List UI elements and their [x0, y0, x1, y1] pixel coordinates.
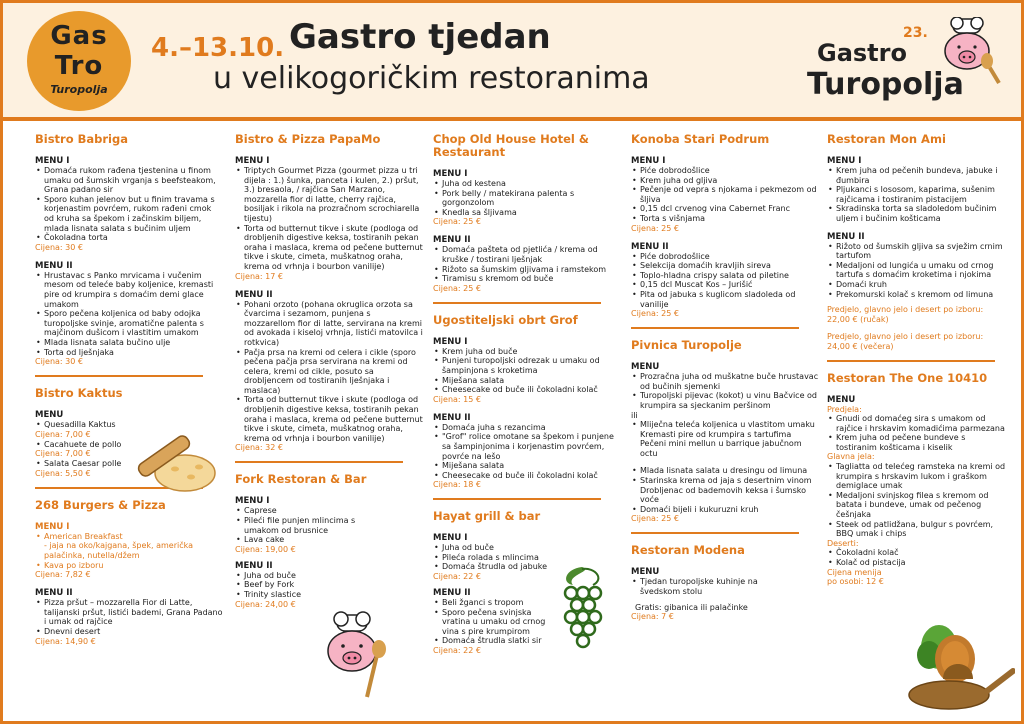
menu-item: • Prekomurski kolač s kremom od limuna [827, 290, 1007, 300]
restaurant-title: 268 Burgers & Pizza [35, 497, 166, 512]
restaurant-mon-ami [827, 133, 1007, 362]
menu-item: • Sporo kuhan jelenov but u finim travama s korjenastim povrćem, rukom rađeni cmok od kruha sa špekom i začinskim biljem, mlada lisnata salata s bučinim uljem [35, 195, 223, 233]
menu-price: Cijena: 19,00 € [235, 544, 296, 554]
menu-item: • Domaći kruh [827, 280, 1007, 290]
menu-items [235, 300, 423, 444]
menu-item: • Domaća štrudla slatki sir [433, 636, 561, 646]
restaurant-title: Bistro Babriga [35, 132, 128, 146]
menu-item: • Lava cake [235, 535, 383, 545]
menu-item: • Juha od buče [235, 571, 423, 581]
menu-items [433, 423, 621, 481]
menu-item: • Krem juha od pečenih bundeva, jabuke i đumbira [827, 166, 1007, 185]
menu-item: • Domaći bijeli i kukuruzni kruh [631, 505, 819, 515]
restaurant-fork [235, 473, 423, 609]
section-divider [433, 302, 601, 304]
restaurant-chop [433, 133, 621, 304]
menu-items [35, 561, 223, 571]
column-4 [631, 127, 819, 632]
menu-item: • Tagliatta od telećeg ramsteka na kremi od krumpira s hrskavim lukom i graškom demiglace umak [827, 462, 1007, 491]
menu-item: • Toplo-hladna crispy salata od piletine [631, 271, 819, 281]
menu-price: Cijena: 32 € [235, 443, 283, 453]
restaurant-title: Bistro Kaktus [35, 386, 123, 401]
menu-item: • Prozračna juha od muškatne buče hrustavac od bučinih sjemenki [631, 372, 819, 391]
section-divider [433, 498, 601, 500]
logo-left-line2: Tro [54, 51, 104, 81]
menu-item: • Juha od buče [433, 543, 555, 553]
menu-label: MENU I [433, 533, 468, 544]
menu-label: MENU II [235, 289, 273, 300]
menu-item: • Medaljoni od lungića u umaku od crnog tartufa s domaćim kroketima i njokima [827, 261, 1007, 280]
column-2 [235, 127, 423, 620]
menu-item: • American Breakfast [35, 532, 223, 542]
menu-item: • Pečenje od vepra s njokama i pekmezom od šljiva [631, 185, 819, 204]
menu-price: Cijena: 30 € [35, 242, 83, 252]
menu-price: Cijena: 25 € [433, 217, 481, 227]
menu-item: • Tjedan turopoljske kuhinje na švedskom stolu [631, 577, 761, 596]
section-divider [235, 461, 403, 463]
menu-item: • Torta od butternut tikve i skute (podloga od drobljenih digestive keksa, tostiranih pekan oraha i maslaca, krema od pečene butternut tikve i skute, cimeta, muškatnog oraha, krema od vrhnja i bourbon vanilije) [235, 224, 423, 272]
menu-label: MENU [631, 362, 660, 373]
edition-number: 23. [903, 25, 928, 41]
menu-item: • Pljukanci s lososom, kaparima, sušenim rajčicama i tostiranim pistacijem [827, 185, 1007, 204]
restaurant-268-burgers [35, 499, 223, 647]
menu-label: MENU II [433, 588, 471, 599]
restaurant-title: Restoran The One 10410 [827, 370, 988, 385]
menu-label: MENU [631, 567, 660, 578]
event-dates: 4.–13.10. [151, 33, 285, 63]
menu-label: MENU I [235, 496, 270, 507]
menu-item-detail: - jaja na oko/kajgana, špek, američka palačinka, nutella/džem [44, 541, 194, 561]
page-subtitle: u velikogoričkim restoranima [213, 61, 650, 96]
menu-label: MENU [827, 394, 856, 405]
menu-item: • "Grof" rolice omotane sa špekom i punjene sa šampinjonima i korjenastim povrćem, povrće na lešo [433, 432, 621, 461]
menu-price: Cijena: 22 € [433, 646, 481, 656]
menu-item: • Pohani orzoto (pohana okruglica orzota sa čvarcima i sezamom, punjena s mozzarellom fior di latte, servirana na kremi od avokada i kiseloj vrhnja, listići matovilca i rotkvica) [235, 300, 423, 348]
restaurant-pivnica [631, 339, 819, 534]
menu-price: Cijena: 25 € [631, 514, 679, 524]
menu-item: • Pačja prsa na kremi od celera i cikle (sporo pečena pačja prsa servirana na kremi od celera, kremi od cikle, posuto sa drobljencem od tostiranih lješnjaka i maslaca) [235, 348, 423, 396]
menu-label: MENU II [433, 235, 471, 246]
menu-price: po osobi: 12 € [827, 577, 884, 587]
menu-price: Cijena: 5,50 € [35, 468, 91, 478]
menu-item: • Mlada lisnata salata bučino ulje [35, 338, 223, 348]
menu-label: MENU [35, 410, 64, 421]
menu-item: • Pileća rolada s mlincima [433, 553, 555, 563]
menu-items [35, 532, 223, 542]
menu-items [433, 245, 621, 283]
menu-item: • Cacahuete de pollo [35, 440, 223, 450]
restaurant-title: Konoba Stari Podrum [631, 132, 770, 146]
section-divider [827, 360, 995, 362]
menu-item: • Miješana salata [433, 376, 621, 386]
menu-item: • Čokoladni kolač [827, 548, 927, 558]
menu-item: • Krem juha od pečene bundeve s tostiranim košticama i kiselik [827, 433, 1007, 452]
restaurant-grof [433, 314, 621, 501]
menu-price: 22,00 € (ručak) [827, 314, 889, 324]
restaurant-title: Ugostiteljski obrt Grof [433, 312, 578, 327]
pig-chef-icon [937, 17, 1003, 87]
menu-item: • Piće dobrodošlice [631, 166, 819, 176]
menu-item: • Torta s višnjama [631, 214, 819, 224]
menu-item: • Pileći file punjen mlincima s umakom od brusnice [235, 516, 383, 535]
menu-item: • Selekcija domaćih kravljih sireva [631, 261, 819, 271]
menu-item: • Cheesecake od buče ili čokoladni kolač [433, 471, 621, 481]
price-note: Predjelo, glavno jelo i desert po izboru: [827, 332, 984, 342]
menu-item: • Trinity slastice [235, 590, 423, 600]
section-divider [35, 375, 203, 377]
menu-items [631, 505, 819, 515]
menu-items [433, 179, 621, 217]
menu-items [35, 166, 223, 243]
course-label: Deserti: [827, 538, 859, 548]
pig-chef-icon [323, 611, 393, 701]
menu-price: Cijena: 7,82 € [35, 570, 91, 580]
menu-price: Cijena: 25 € [631, 309, 679, 319]
menu-items [631, 420, 819, 430]
menu-price: Cijena: 24,00 € [235, 599, 296, 609]
restaurant-papamo [235, 133, 423, 463]
menu-price: Cijena menija [827, 567, 882, 577]
menu-label: MENU II [35, 260, 73, 271]
menu-item: • Quesadilla Kaktus [35, 420, 223, 430]
acorn-spoon-icon [903, 619, 1015, 715]
rolling-pin-icon [129, 427, 219, 497]
restaurant-title: Pivnica Turopolje [631, 338, 742, 353]
menu-or: ili [631, 410, 638, 420]
restaurant-title: Bistro & Pizza PapaMo [235, 132, 381, 146]
menu-price: Cijena: 7 € [631, 612, 674, 622]
menu-item: • Hrustavac s Panko mrvicama i vučenim mesom od teleće baby koljenice, kremasti pire od krumpira s domaćim demi glace umakom [35, 271, 223, 309]
menu-label: MENU II [631, 241, 669, 252]
menu-price: Cijena: 7,00 € [35, 429, 91, 439]
menu-item: • Pita od jabuka s kuglicom sladoleda od vanilije [631, 290, 819, 309]
menu-item: • Domaća juha s rezancima [433, 423, 621, 433]
menu-item: • Kava po izboru [35, 561, 223, 571]
menu-label: MENU I [235, 156, 270, 166]
menu-items [827, 462, 1007, 539]
menu-item: • Salata Caesar polle [35, 459, 223, 469]
menu-items [631, 372, 819, 410]
logo-right-line1: Gastro [817, 39, 907, 67]
logo-right-line2: Turopolja [807, 67, 964, 102]
menu-price: Cijena: 18 € [433, 480, 481, 490]
menu-price: Cijena: 7,00 € [35, 449, 91, 459]
menu-item: • Miješana salata [433, 461, 621, 471]
menu-item: • Kolač od pistacija [827, 558, 927, 568]
menu-item: • Torta od butternut tikve i skute (podloga od drobljenih digestive keksa, tostiranih pekan oraha i maslaca, krema od pečene butternut tikve i skute, cimeta, muškatnog oraha, krema od vrhnja i bourbon vanilije) [235, 395, 423, 443]
course-label: Predjela: [827, 404, 862, 414]
column-1 [35, 127, 223, 657]
section-divider [631, 327, 799, 329]
menu-item: • Mlada lisnata salata u dresingu od limuna [631, 466, 819, 476]
menu-items [235, 571, 423, 600]
menu-item: • Triptych Gourmet Pizza (gourmet pizza u tri dijela : 1.) šunka, panceta i kulen, 2.) pršut, 3.) bresaola, / rajčica San Marzano, mozzarella fior di latte, cherry rajčica, bosiljak i rikola na prozračnom scrochiarella tijestu) [235, 166, 423, 224]
menu-price: Cijena: 17 € [235, 271, 283, 281]
menu-price: Cijena: 25 € [433, 283, 481, 293]
menu-item: • Steek od patlidžana, bulgur s povrćem, BBQ umak i chips [827, 520, 1007, 539]
gastro-turopolja-logo-right [807, 17, 1007, 111]
menu-items [631, 166, 819, 224]
menu-label: MENU I [433, 336, 468, 347]
course-label: Glavna jela: [827, 452, 875, 462]
logo-left-line1: Gas [50, 21, 108, 51]
restaurant-the-one [827, 372, 1007, 587]
menu-item: • Beef by Fork [235, 580, 423, 590]
menu-gratis: Gratis: gibanica ili palačinke [635, 602, 748, 612]
menu-items [827, 242, 1007, 300]
menu-item: • Čokoladna torta [35, 233, 223, 243]
menu-item-detail: Drobljenac od bademovih keksa i šumsko voće [640, 485, 807, 505]
menu-price: Cijena: 15 € [433, 394, 481, 404]
menu-label: MENU I [827, 156, 862, 166]
menu-item: • Skradinska torta sa sladoledom bučinim uljem i bučinim košticama [827, 204, 1007, 223]
menu-label: MENU II [433, 412, 471, 423]
menu-item: • Rižoto od šumskih gljiva sa svježim crnim tartufom [827, 242, 1007, 261]
menu-item: • Caprese [235, 506, 383, 516]
menu-items [827, 548, 927, 567]
menu-item: • 0,15 dcl crvenog vina Cabernet Franc [631, 204, 819, 214]
menu-item-detail: Kremasti pire od krumpira s tartufima Pečeni mini mellun u barrique jabučnom octu [640, 429, 802, 458]
menu-price: 24,00 € (večera) [827, 341, 894, 351]
menu-items [35, 271, 223, 357]
header [3, 3, 1021, 121]
restaurant-konoba [631, 133, 819, 329]
menu-label: MENU I [631, 156, 666, 166]
menu-item: • Sporo pečena koljenica od baby odojka turopoljske svinje, aromatične palenta s majčinom dušicom i vlastitim umakom [35, 309, 223, 338]
restaurant-title: Restoran Mon Ami [827, 132, 946, 146]
menu-item: • 0,15 dcl Muscat Kos – Jurišić [631, 280, 819, 290]
menu-item: • Domaća rukom rađena tjestenina u finom umaku od šumskih vrganja s beefsteakom, Grana padano sir [35, 166, 223, 195]
menu-item: • Krem juha od buče [433, 347, 621, 357]
menu-item: • Piće dobrodošlice [631, 252, 819, 262]
menu-item: • Starinska krema od jaja s desertnim vinom [631, 476, 819, 486]
menu-item: • Mliječna teleća koljenica u vlastitom umaku [631, 420, 819, 430]
menu-item: • Gnudi od domaćeg sira s umakom od rajčice i hrskavim komadićima parmezana [827, 414, 1007, 433]
menu-label: MENU I [433, 169, 468, 179]
menu-item: • Pork belly / matekirana palenta s gorgonzolom [433, 189, 621, 208]
menu-item: • Sporo pečena svinjska vratina u umaku od crnog vina s pire krumpirom [433, 608, 561, 637]
menu-items [433, 347, 621, 395]
menu-label: MENU I [35, 156, 70, 166]
logo-left-line3: Turopolja [50, 83, 108, 96]
menu-price: Cijena: 22 € [433, 572, 481, 582]
menu-items [235, 166, 423, 272]
menu-item: • Rižoto sa šumskim gljivama i ramstekom [433, 265, 621, 275]
menu-item: • Beli žganci s tropom [433, 598, 561, 608]
menu-item: • Krem juha od gljiva [631, 176, 819, 186]
menu-item: • Juha od kestena [433, 179, 621, 189]
restaurant-title: Fork Restoran & Bar [235, 472, 367, 487]
menu-label: MENU II [827, 231, 865, 242]
section-divider [631, 532, 799, 534]
menu-price: Cijena: 14,90 € [35, 636, 96, 646]
menu-item: • Pizza pršut – mozzarella Fior di Latte, talijanski pršut, listići bademi, Grana Padano i umak od rajčice [35, 598, 223, 627]
restaurant-title: Restoran Modena [631, 543, 745, 558]
price-note: Predjelo, glavno jelo i desert po izboru: [827, 305, 984, 315]
menu-item: • Medaljoni svinjskog filea s kremom od batata i bundeve, umak od pečenog češnjaka [827, 491, 1007, 520]
menu-item: • Knedla sa šljivama [433, 208, 621, 218]
menu-items [35, 598, 223, 636]
menu-item: • Cheesecake od buče ili čokoladni kolač [433, 385, 621, 395]
menu-item: • Dnevni desert [35, 627, 223, 637]
menu-items [631, 466, 819, 485]
menu-items [631, 252, 819, 310]
menu-label: MENU II [35, 588, 73, 599]
menu-items [631, 577, 761, 596]
menu-item: • Domaća štrudla od jabuke [433, 562, 555, 572]
menu-item: • Torta od lješnjaka [35, 348, 223, 358]
menu-items [235, 506, 383, 544]
menu-price: Cijena: 25 € [631, 223, 679, 233]
restaurant-modena [631, 544, 819, 622]
menu-item: • Punjeni turopoljski odrezak u umaku od šampinjona s kroketima [433, 356, 621, 375]
menu-items [827, 166, 1007, 224]
menu-label: MENU I [35, 521, 70, 532]
restaurant-babriga [35, 133, 223, 377]
menu-item: • Tiramisu s kremom od buče [433, 274, 621, 284]
menu-items [433, 543, 555, 572]
menu-price: Cijena: 30 € [35, 357, 83, 367]
restaurant-title: Hayat grill & bar [433, 509, 541, 524]
menu-label: MENU II [235, 560, 273, 571]
menu-item: • Domaća pašteta od pjetlića / krema od kruške / tostirani lješnjak [433, 245, 621, 264]
grapes-icon [555, 565, 609, 649]
menu-items [433, 598, 561, 646]
page-title: Gastro tjedan [289, 17, 551, 57]
menu-items [827, 414, 1007, 452]
restaurant-title: Chop Old House Hotel & Restaurant [433, 132, 589, 159]
column-5 [827, 127, 1007, 597]
gastro-turopolja-logo-left [27, 11, 131, 111]
menu-item: • Turopoljski pijevac (kokot) u vinu Bačvice od krumpira sa sjeckanim peršinom [631, 391, 819, 410]
